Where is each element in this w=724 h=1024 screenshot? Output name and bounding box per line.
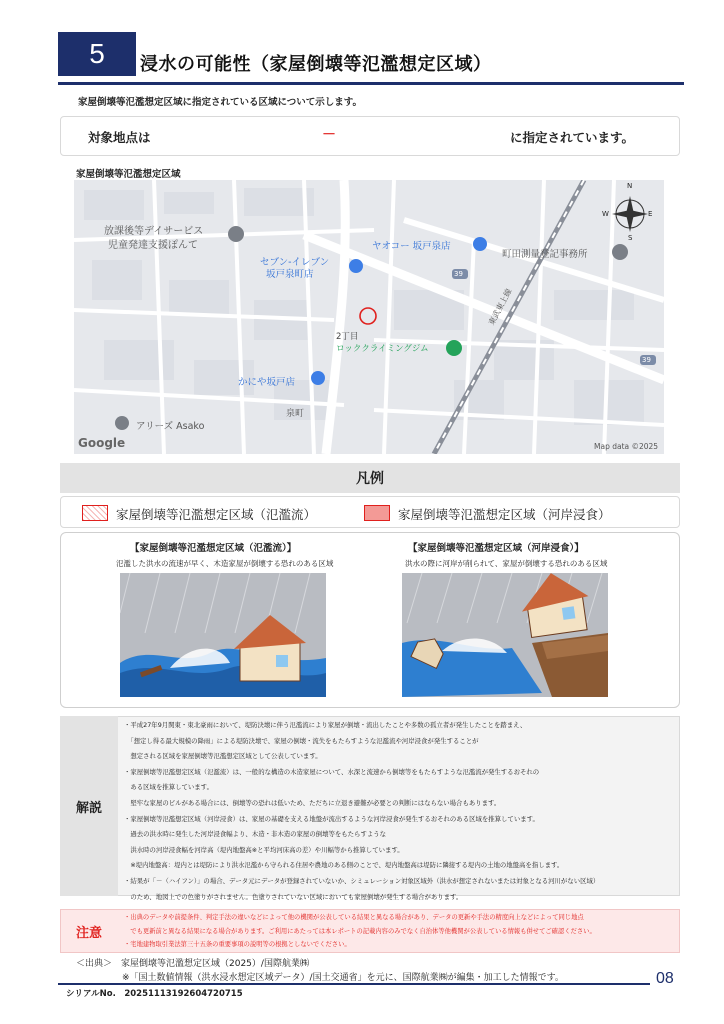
illustration-desc-erosion: 洪水の際に河岸が削られて、家屋が倒壊する恐れのある区域 (405, 559, 608, 568)
poi-label: 2丁目 (336, 332, 359, 342)
title-rule (58, 82, 684, 85)
illustration-erosion-image (402, 573, 608, 697)
poi-label: 坂戸泉町店 (266, 269, 314, 280)
compass-n: N (627, 182, 633, 190)
caution-label: 注意 (75, 925, 102, 941)
legend-label-erosion: 家屋倒壊等氾濫想定区域（河岸浸食） (398, 507, 611, 522)
caution-line: でも更新前と異なる結果になる場合があります。ご利用にあたっては本レポートの記載内容のみでなく自治体等他機関が公表している情報も併せてご確認ください。 (124, 927, 596, 935)
illustration-title-erosion: 【家屋倒壊等氾濫想定区域（河岸浸食）】 (408, 543, 584, 554)
explanation-line: ・平成27年9月関東・東北豪雨において、堤防決壊に伴う氾濫流により家屋が倒壊・流出したことや多数の孤立者が発生したことを踏まえ、 (124, 721, 527, 729)
footer-rule (58, 983, 650, 985)
compass-s: S (628, 234, 633, 242)
illustration-desc-overflow: 氾濫した洪水の流速が早く、木造家屋が倒壊する恐れのある区域 (116, 559, 334, 568)
explanation-line: ・家屋倒壊等氾濫想定区域（河岸浸食）は、家屋の基礎を支える地盤が流出するような河岸浸食が発生するおそれのある区域を推算しています。 (124, 814, 539, 823)
poi-label: アリーズ Asako (136, 421, 205, 432)
explanation-line: ある区域を推算しています。 (124, 783, 213, 792)
status-suffix: に指定されています。 (510, 130, 635, 145)
explanation-line: 過去の洪水時に発生した河岸浸食幅より、木造・非木造の家屋の倒壊等をもたらすような (124, 830, 387, 839)
legend-swatch-overflow (82, 505, 108, 521)
explanation-line: ※堤内地盤高：堤内とは堤防により洪水氾濫から守られる住居や農地のある側のことで、堤内地盤高は堤防に隣接する堤内の土地の地盤高を指します。 (124, 861, 564, 870)
legend-swatch-erosion (364, 505, 390, 521)
route-badge: 39 (642, 356, 651, 364)
poi-label: 児童発達支援ぽんて (108, 240, 198, 251)
poi-label: 泉町 (286, 409, 305, 419)
map-view[interactable] (74, 180, 664, 454)
legend-title: 凡例 (60, 463, 680, 493)
poi-label: 放課後等デイサービス (104, 226, 204, 237)
explanation-line: 洪水時の河岸浸食幅を河岸高（堤内地盤高※と平均河床高の差）や川幅等から推算しています。 (124, 845, 404, 854)
page-title: 浸水の可能性（家屋倒壊等氾濫想定区域） (140, 54, 492, 75)
route-badge: 39 (454, 270, 463, 278)
caution-line: ・出典のデータや前提条件、判定手法の違いなどによって他の機関が公表している結果と異なる場合があり、データの更新や手法の精度向上などによって同じ地点 (124, 914, 584, 921)
rail-label: 東武東上線 (486, 287, 514, 327)
serial-number: シリアルNo. 20251113192604720715 (66, 989, 243, 999)
explanation-line: 堅牢な家屋のビルがある場合には、倒壊等の恐れは低いため、ただちに立退き避難が必要との判断にはならない場合もあります。 (124, 798, 501, 807)
map-attribution: Map data ©2025 (594, 442, 659, 451)
page-number: 08 (656, 970, 674, 987)
explanation-line: のため、地図上での色塗りがされません。色塗りされていない区域においても家屋倒壊が発生する場合があります。 (124, 892, 463, 901)
source-note: ※「国土数値情報（洪水浸水想定区域データ）/国土交通省」を元に、国際航業㈱が編集・加工した情報です。 (122, 973, 564, 983)
poi-label: セブン-イレブン (260, 257, 330, 268)
caution-line: ・宅地建物取引業法第三十五条の重要事項の説明等の根拠としないでください。 (124, 941, 351, 948)
intro-text: 家屋倒壊等氾濫想定区域に指定されている区域について示します。 (78, 97, 363, 108)
section-number: 5 (58, 32, 136, 76)
poi-label: ロッククライミングジム (336, 344, 429, 354)
explanation-line: ・家屋倒壊等氾濫想定区域（氾濫流）は、一般的な構造の木造家屋について、水深と流速から倒壊等をもたらすような氾濫流が発生するおそれの (124, 767, 540, 776)
poi-label: ヤオコー 坂戸泉店 (372, 241, 451, 252)
caution-text (124, 911, 676, 952)
poi-label: かにや坂戸店 (238, 377, 296, 388)
explanation-line: 「想定し得る最大規模の降雨」による堤防決壊で、家屋の倒壊・流失をもたらすような氾濫流や河岸浸食が発生することが (124, 736, 479, 745)
explanation-line: ・結果が「－（ハイフン）」の場合、データ元にデータが登録されていないか、シミュレーション対象区域外（洪水が想定されないまたは対象となる河川がない区域） (124, 876, 600, 885)
source-line: ＜出典＞ 家屋倒壊等氾濫想定区域（2025）/国際航業㈱ (76, 959, 309, 969)
status-prefix: 対象地点は (88, 130, 151, 145)
explanation-line: 想定される区域を家屋倒壊等氾濫想定区域として公表しています。 (124, 752, 322, 761)
compass-e: E (648, 210, 653, 218)
status-value: － (322, 127, 336, 143)
illustration-overflow-image (120, 573, 326, 697)
legend-label-overflow: 家屋倒壊等氾濫想定区域（氾濫流） (116, 507, 317, 522)
map-label: 家屋倒壊等氾濫想定区域 (76, 169, 181, 180)
compass-w: W (602, 210, 609, 218)
explanation-text (124, 718, 676, 905)
google-logo: Google (78, 436, 126, 450)
illustration-title-overflow: 【家屋倒壊等氾濫想定区域（氾濫流）】 (130, 543, 297, 554)
explanation-label: 解説 (60, 716, 118, 896)
poi-label: 町田測量登記事務所 (502, 249, 588, 260)
